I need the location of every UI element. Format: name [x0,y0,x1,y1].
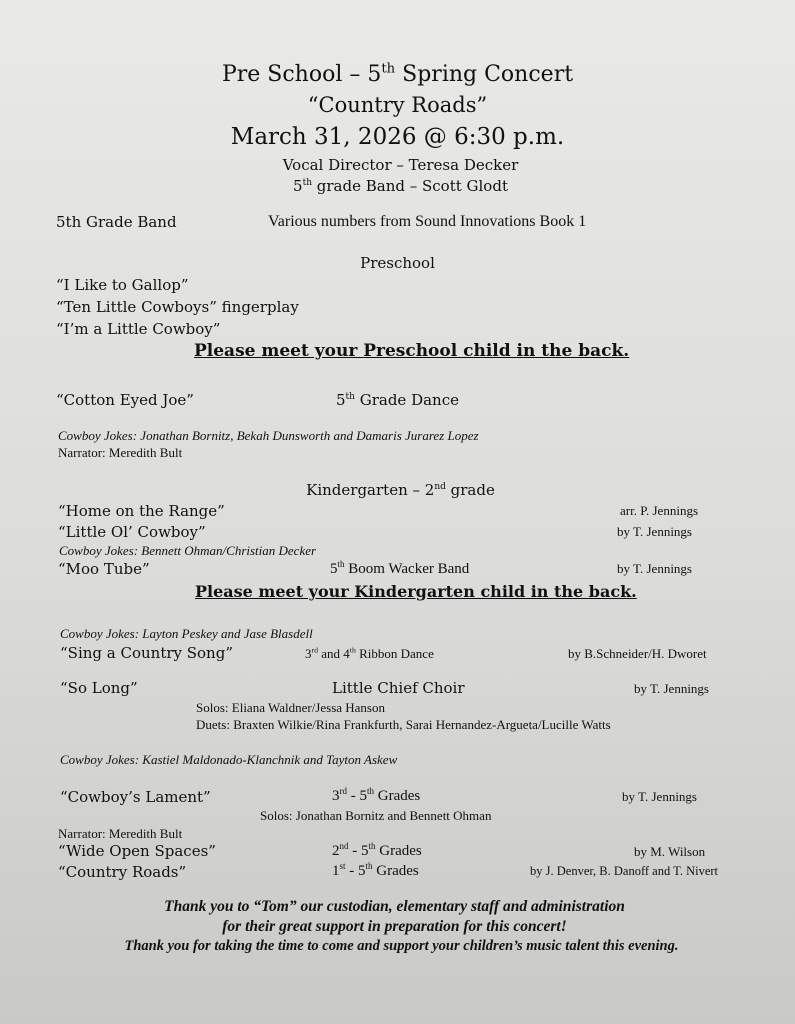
wide-open-spaces-song: “Wide Open Spaces” [58,842,216,860]
concert-date: March 31, 2026 @ 6:30 p.m. [230,124,565,150]
sing-a-country-song-credit: by B.Schneider/H. Dworet [568,646,707,661]
narrator-2: Narrator: Meredith Bult [58,826,183,841]
cowboy-jokes-1: Cowboy Jokes: Jonathan Bornitz, Bekah Dunsworth and Damaris Jurarez Lopez [58,428,479,443]
so-long-song: “So Long” [60,679,138,697]
preschool-pickup-notice: Please meet your Preschool child in the back. [194,341,630,361]
home-on-the-range-song: “Home on the Range” [58,502,225,520]
cotton-eyed-joe-group: 5th Grade Dance [336,391,459,409]
so-long-credit: by T. Jennings [634,681,709,696]
vocal-director: Vocal Director – Teresa Decker [282,156,519,174]
home-on-the-range-credit: arr. P. Jennings [620,503,698,518]
thanks-line-2: for their great support in preparation for this concert! [222,918,567,935]
moo-tube-credit: by T. Jennings [617,561,692,576]
cowboys-lament-solos: Solos: Jonathan Bornitz and Bennett Ohman [260,808,492,823]
cowboy-jokes-3: Cowboy Jokes: Layton Peskey and Jase Blasdell [60,626,313,641]
wide-open-spaces-group: 2nd - 5th Grades [332,841,422,859]
preschool-song-3: “I’m a Little Cowboy” [56,320,221,338]
kindergarten-heading: Kindergarten – 2nd grade [306,481,495,499]
wide-open-spaces-credit: by M. Wilson [634,844,706,859]
band-label: 5th Grade Band [56,213,177,231]
preschool-song-2: “Ten Little Cowboys” fingerplay [56,298,299,316]
concert-name: “Country Roads” [307,93,488,117]
cowboys-lament-song: “Cowboy’s Lament” [60,788,211,806]
cowboy-jokes-2: Cowboy Jokes: Bennett Ohman/Christian Decker [59,543,317,558]
moo-tube-group: 5th Boom Wacker Band [330,559,470,577]
thanks-line-3: Thank you for taking the time to come and support your children’s music talent this evening. [124,938,679,954]
program-title: Pre School – 5th Spring Concert [221,61,574,87]
preschool-song-1: “I Like to Gallop” [56,276,189,294]
narrator-1: Narrator: Meredith Bult [58,445,183,460]
sing-a-country-song-group: 3rd and 4th Ribbon Dance [305,645,434,661]
country-roads-song: “Country Roads” [58,863,187,881]
sing-a-country-song-song: “Sing a Country Song” [60,644,233,662]
preschool-heading: Preschool [360,254,435,272]
little-ol-cowboy-credit: by T. Jennings [617,524,692,539]
country-roads-group: 1st - 5th Grades [332,861,419,879]
country-roads-credit: by J. Denver, B. Danoff and T. Nivert [530,864,719,878]
so-long-duets: Duets: Braxten Wilkie/Rina Frankfurth, Sarai Hernandez-Argueta/Lucille Watts [196,717,611,732]
cowboys-lament-group: 3rd - 5th Grades [332,786,421,804]
band-director: 5th grade Band – Scott Glodt [293,177,508,195]
so-long-solos: Solos: Eliana Waldner/Jessa Hanson [196,700,385,715]
moo-tube-song: “Moo Tube” [58,560,150,578]
little-ol-cowboy-song: “Little Ol’ Cowboy” [58,523,206,541]
band-description: Various numbers from Sound Innovations Book 1 [268,213,587,230]
cowboy-jokes-4: Cowboy Jokes: Kastiel Maldonado-Klanchnik and Tayton Askew [60,752,398,767]
cowboys-lament-credit: by T. Jennings [622,789,697,804]
cotton-eyed-joe-song: “Cotton Eyed Joe” [56,391,194,409]
thanks-line-1: Thank you to “Tom” our custodian, elementary staff and administration [164,898,625,915]
kindergarten-pickup-notice: Please meet your Kindergarten child in the back. [195,582,637,601]
so-long-group: Little Chief Choir [332,679,465,697]
